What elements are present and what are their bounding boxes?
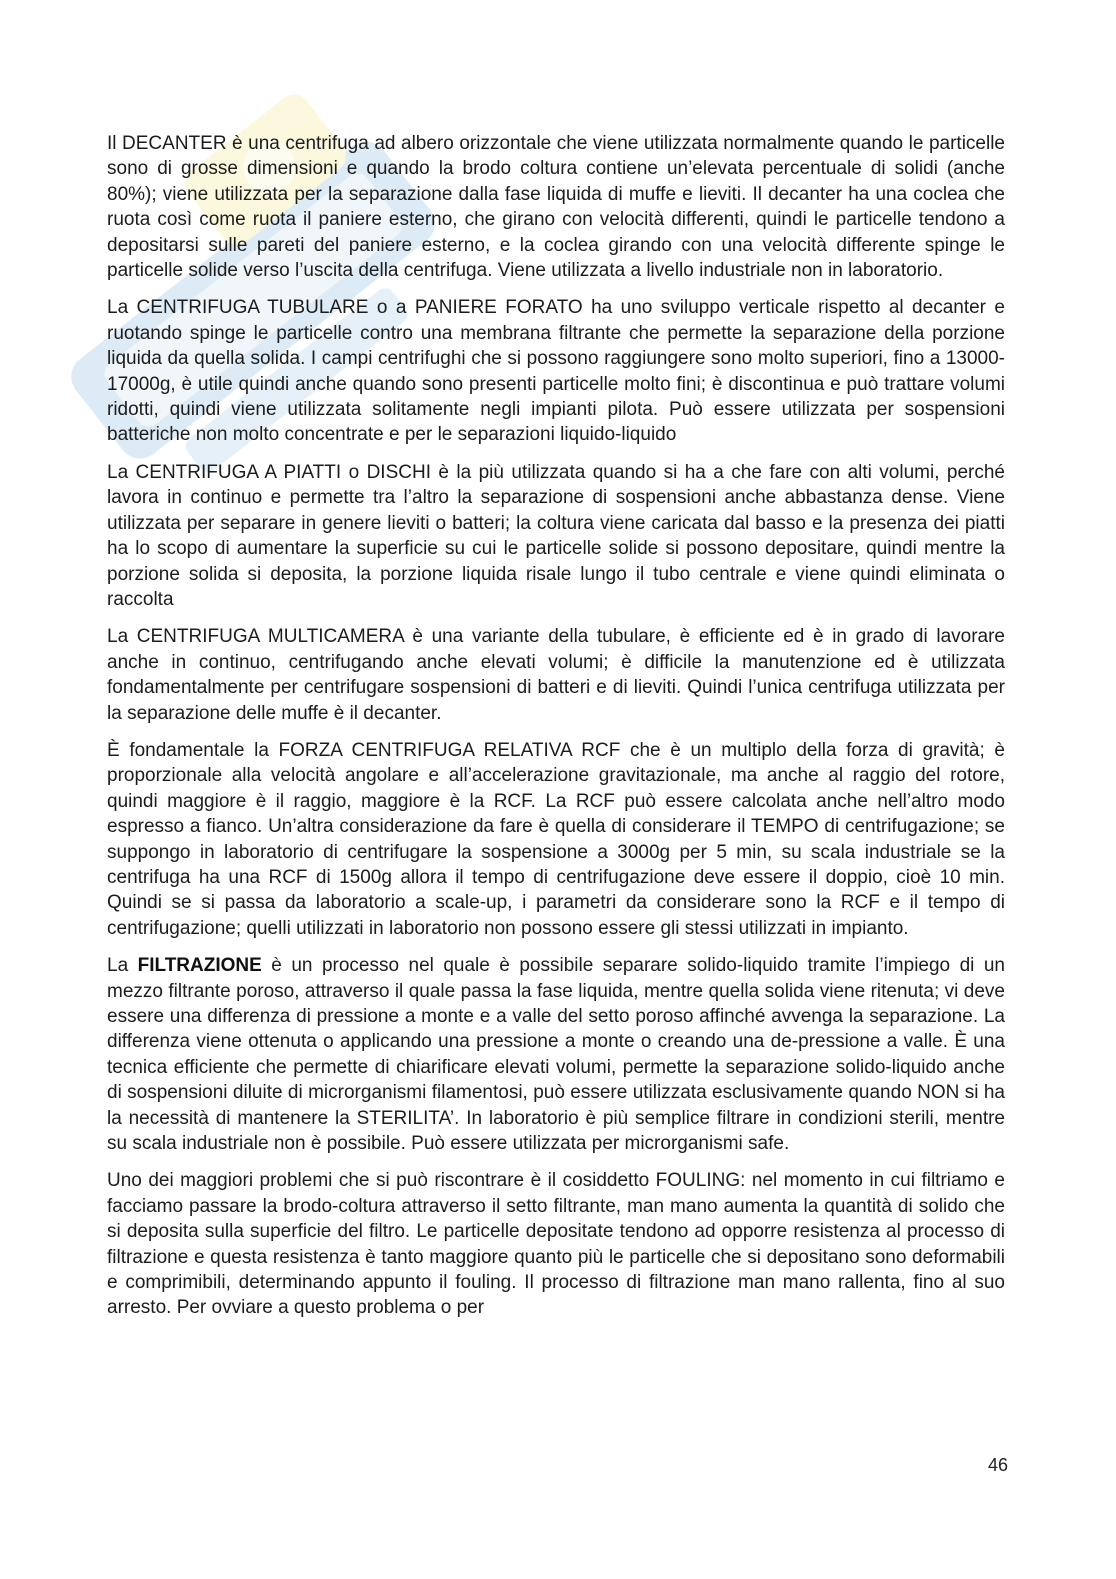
filtrazione-text: è un processo nel quale è possibile separare solido-liquido tramite l’impiego di un mezzo filtrante poroso, attraverso il quale passa la fase liquida, mentre quella solida viene ritenuta; vi deve essere una differenza di pressione a monte e a valle del setto poroso affinché avvenga la separazione. La differenza viene ottenuta o applicando una pressione a monte o creando una de-pressione a valle. È una tecnica efficiente che permette di chiarificare elevati volumi, permette la separazione solido-liquido anche di sospensioni diluite di microrganismi filamentosi, può essere utilizzata esclusivamente quando NON si ha la necessità di mantenere la STERILITA’. In laboratorio è più semplice filtrare in condizioni sterili, mentre su scala industriale non è possibile. Può essere utilizzata per microrganismi safe. bbox=[107, 955, 1006, 1155]
paragraph-decanter: Il DECANTER è una centrifuga ad albero orizzontale che viene utilizzata normalmente quando le particelle sono di grosse dimensioni e quando la brodo coltura contiene un’elevata percentuale di solidi (anche 80%); viene utilizzata per la separazione dalla fase liquida di muffe e lieviti. Il decanter ha una coclea che ruota così come ruota il paniere esterno, che girano con velocità differenti, quindi le particelle tendono a depositarsi sulle pareti del paniere esterno, e la coclea girando con una velocità differente spinge le particelle solide verso l’uscita della centrifuga. Viene utilizzata a livello industriale non in laboratorio. bbox=[107, 133, 1005, 282]
page-number: 46 bbox=[987, 1455, 1008, 1475]
paragraph-centrifuga-tubulare: La CENTRIFUGA TUBULARE o a PANIERE FORATO ha uno sviluppo verticale rispetto al decanter e ruotando spinge le particelle contro una membrana filtrante che permette la separazione della porzione liquida da quella solida. I campi centrifughi che si possono raggiungere sono molto superiori, fino a 13000-17000g, è utile quindi anche quando sono presenti particelle molto fini; è discontinua e può trattare volumi ridotti, quindi viene utilizzata solitamente negli impianti pilota. Può essere utilizzata per sospensioni batteriche non molto concentrate e per le separazioni liquido-liquido bbox=[107, 297, 1005, 446]
filtrazione-prefix: La bbox=[107, 955, 138, 977]
paragraph-centrifuga-piatti: La CENTRIFUGA A PIATTI o DISCHI è la più utilizzata quando si ha a che fare con alti volumi, perché lavora in continuo e permette tra l’altro la separazione di sospensioni anche abbastanza dense. Viene utilizzata per separare in genere lieviti o batteri; la coltura viene caricata dal basso e la presenza dei piatti ha lo scopo di aumentare la superficie su cui le particelle solide si possono depositare, quindi mentre la porzione solida si deposita, la porzione liquida risale lungo il tubo centrale e viene quindi eliminata o raccolta bbox=[107, 461, 1005, 610]
paragraph-forza-centrifuga: È fondamentale la FORZA CENTRIFUGA RELATIVA RCF che è un multiplo della forza di gravità; è proporzionale alla velocità angolare e all’accelerazione gravitazionale, ma anche al raggio del rotore, quindi maggiore è il raggio, maggiore è la RCF. La RCF può essere calcolata anche nell’altro modo espresso a fianco. Un’altra considerazione da fare è quella di considerare il TEMPO di centrifugazione; se suppongo in laboratorio di centrifugare la sospensione a 3000g per 5 min, su scala industriale se la centrifuga ha una RCF di 1500g allora il tempo di centrifugazione deve essere il doppio, cioè 10 min. Quindi se si passa da laboratorio a scale-up, i parametri da considerare sono la RCF e il tempo di centrifugazione; quelli utilizzati in laboratorio non possono essere gli stessi utilizzati in impianto. bbox=[107, 739, 1005, 939]
paragraph-centrifuga-multicamera: La CENTRIFUGA MULTICAMERA è una variante della tubulare, è efficiente ed è in grado di lavorare anche in continuo, centrifugando anche elevati volumi; è difficile la manutenzione ed è utilizzata fondamentalmente per centrifugare sospensioni di batteri e di lieviti. Quindi l’unica centrifuga utilizzata per la separazione delle muffe è il decanter. bbox=[107, 626, 1005, 724]
paragraph-fouling: Uno dei maggiori problemi che si può riscontrare è il cosiddetto FOULING: nel momento in cui filtriamo e facciamo passare la brodo-coltura attraverso il setto filtrante, man mano aumenta la quantità di solido che si deposita sulla superficie del filtro. Le particelle depositate tendono ad opporre resistenza al processo di filtrazione e questa resistenza è tanto maggiore quanto più le particelle che si depositano sono deformabili e comprimibili, determinando appunto il fouling. Il processo di filtrazione man mano rallenta, fino al suo arresto. Per ovviare a questo problema o per bbox=[107, 1170, 1005, 1319]
paragraph-filtrazione bbox=[107, 953, 1005, 1156]
filtrazione-term: FILTRAZIONE bbox=[137, 955, 262, 977]
document-body bbox=[107, 131, 1005, 1333]
